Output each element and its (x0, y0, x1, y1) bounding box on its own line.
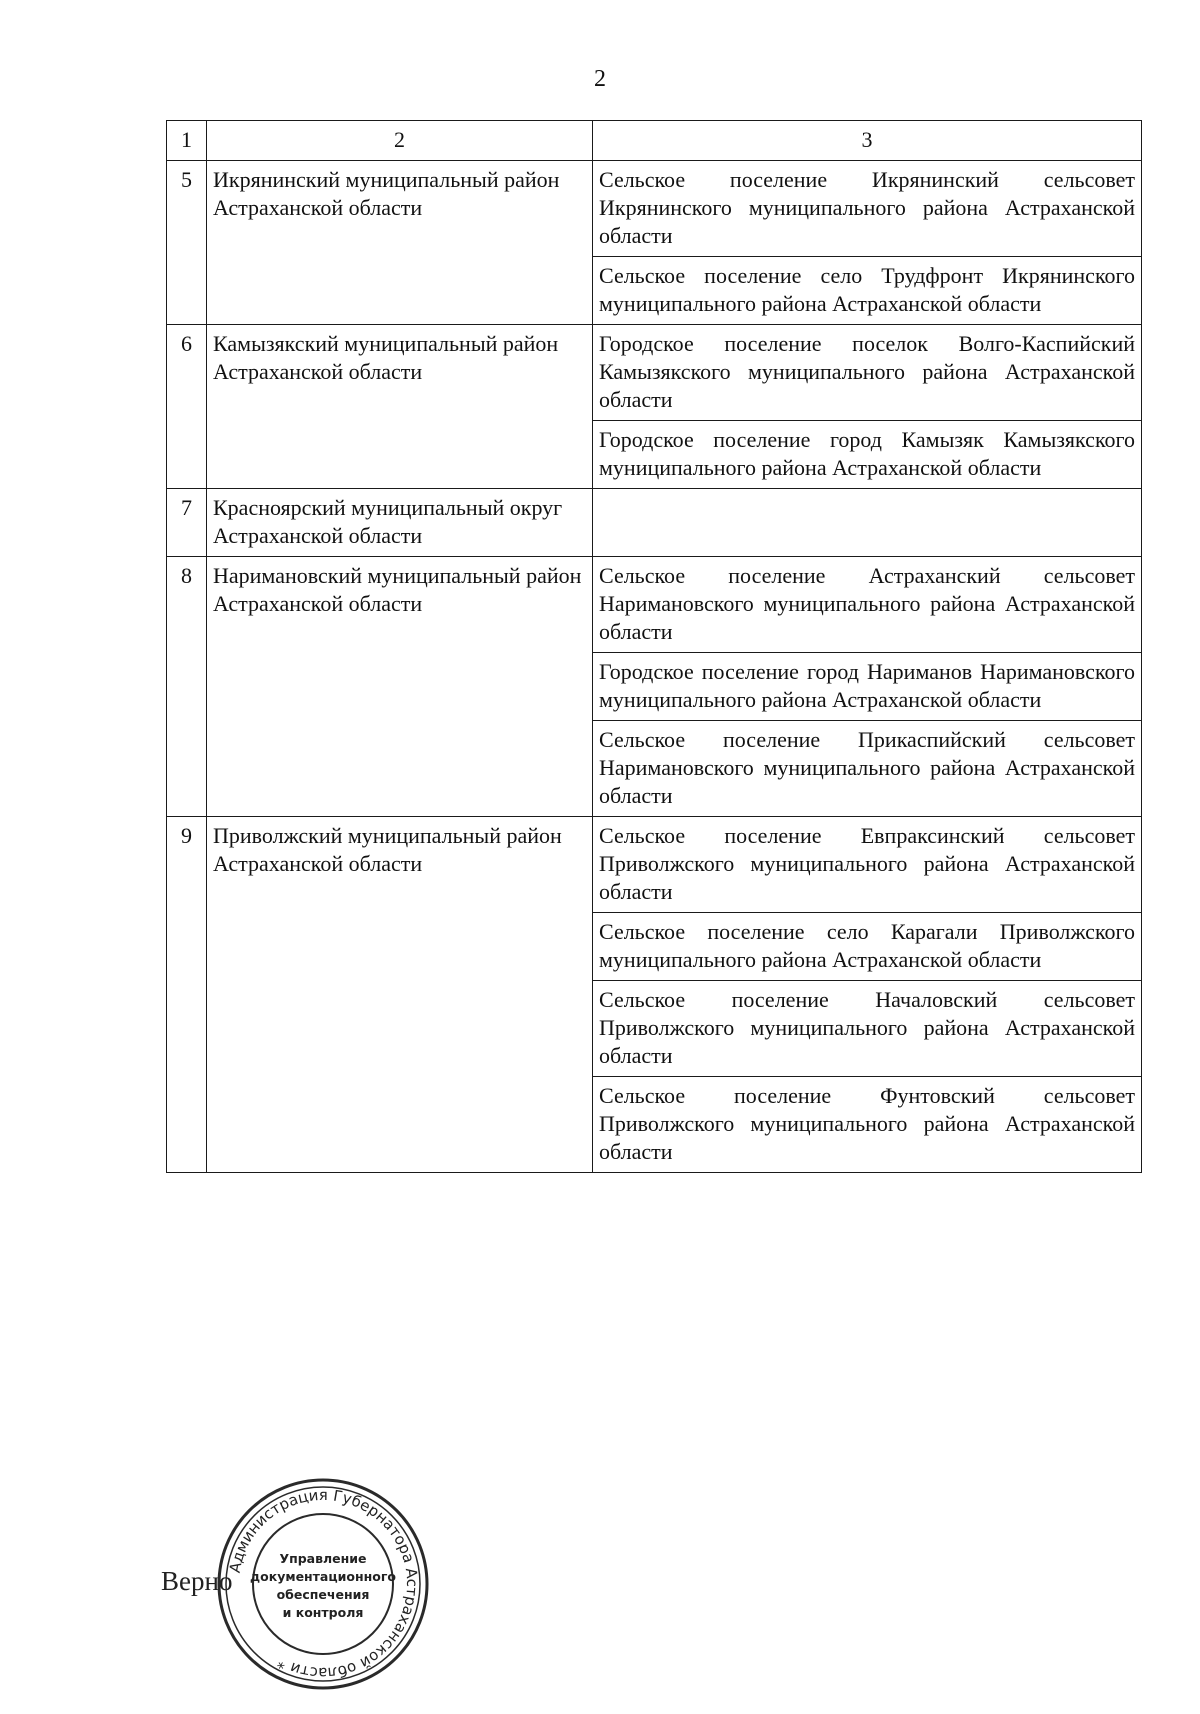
row-number-cell: 9 (167, 817, 207, 1173)
stamp-center-line: обеспечения (276, 1587, 370, 1602)
stamp-center-line: и контроля (282, 1605, 364, 1620)
table-header-row (167, 121, 1142, 161)
settlement-cell: Сельское поселение Началовский сельсовет Приволжского муниципального района Астраханской области (593, 981, 1142, 1077)
district-cell: Наримановский муниципальный район Астраханской области (207, 557, 593, 817)
stamp-center-line: Управление (279, 1551, 367, 1566)
stamp-inner-ring (253, 1514, 393, 1654)
settlement-cell (593, 489, 1142, 557)
table-row (167, 489, 1142, 557)
stamp-center-line: документационного (250, 1569, 396, 1584)
header-cell-3: 3 (593, 121, 1142, 161)
district-cell: Икрянинский муниципальный район Астраханской области (207, 161, 593, 325)
table-row (167, 817, 1142, 913)
settlement-cell: Сельское поселение Икрянинский сельсовет Икрянинского муниципального района Астраханской области (593, 161, 1142, 257)
table-row (167, 325, 1142, 421)
district-cell: Красноярский муниципальный округ Астраханской области (207, 489, 593, 557)
table-row (167, 557, 1142, 653)
verno-label: Верно (161, 1566, 233, 1596)
row-number-cell: 8 (167, 557, 207, 817)
table-row (167, 161, 1142, 257)
district-cell: Приволжский муниципальный район Астраханской области (207, 817, 593, 1173)
settlement-cell: Сельское поселение Астраханский сельсовет Наримановского муниципального района Астраханской области (593, 557, 1142, 653)
municipal-table (166, 120, 1142, 1173)
table-body (167, 121, 1142, 1173)
row-number-cell: 6 (167, 325, 207, 489)
settlement-cell: Сельское поселение Евпраксинский сельсовет Приволжского муниципального района Астраханской области (593, 817, 1142, 913)
district-cell: Камызякский муниципальный район Астраханской области (207, 325, 593, 489)
settlement-cell: Сельское поселение село Трудфронт Икрянинского муниципального района Астраханской области (593, 257, 1142, 325)
settlement-cell: Сельское поселение Прикаспийский сельсовет Наримановского муниципального района Астраханской области (593, 721, 1142, 817)
settlement-cell: Сельское поселение село Карагали Приволжского муниципального района Астраханской области (593, 913, 1142, 981)
row-number-cell: 5 (167, 161, 207, 325)
official-stamp (216, 1477, 430, 1691)
settlement-cell: Городское поселение поселок Волго-Каспийский Камызякского муниципального района Астраханской области (593, 325, 1142, 421)
settlement-cell: Городское поселение город Камызяк Камызякского муниципального района Астраханской области (593, 421, 1142, 489)
page-number: 2 (594, 66, 606, 92)
settlement-cell: Сельское поселение Фунтовский сельсовет Приволжского муниципального района Астраханской области (593, 1077, 1142, 1173)
header-cell-1: 1 (167, 121, 207, 161)
settlement-cell: Городское поселение город Нариманов Наримановского муниципального района Астраханской области (593, 653, 1142, 721)
row-number-cell: 7 (167, 489, 207, 557)
stamp-outer-ring (219, 1480, 427, 1688)
header-cell-2: 2 (207, 121, 593, 161)
stamp-outer-text: Администрация Губернатора Астраханской области * (225, 1485, 422, 1683)
